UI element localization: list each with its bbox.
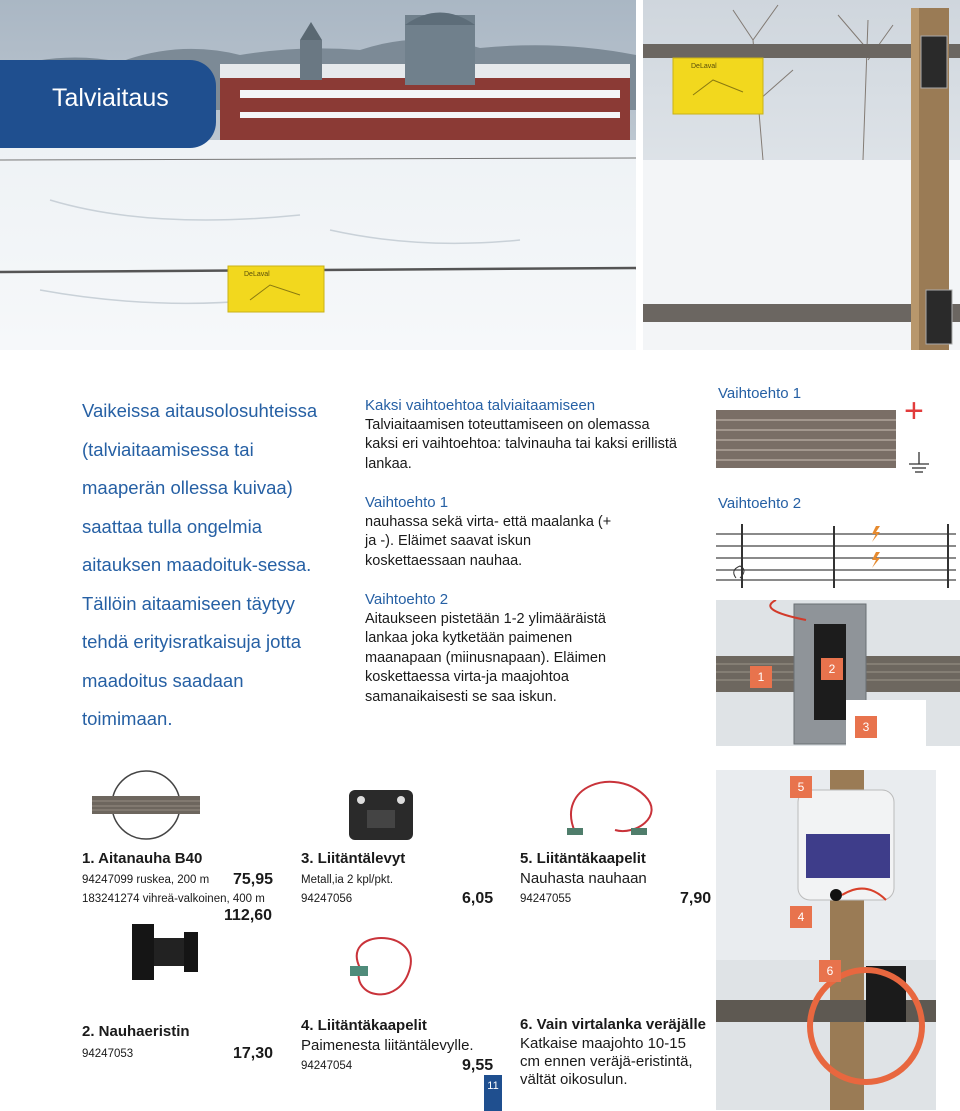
product-3-price-1: 6,05 bbox=[462, 890, 494, 907]
product-5-title: 5. Liitäntäkaapelit bbox=[520, 850, 646, 867]
badge-5: 5 bbox=[790, 776, 812, 798]
main-body: Talviaitaamisen toteuttamiseen on olemassa kaksi eri vaihtoehtoa: talvinauha tai kaksi erillistä lankaa. bbox=[365, 416, 677, 472]
badge-4: 4 bbox=[790, 906, 812, 928]
product-4-desc: Paimenesta liitäntälevylle. bbox=[301, 1037, 474, 1054]
product-5-price-1: 7,90 bbox=[680, 890, 712, 907]
page-number: 11 bbox=[484, 1075, 502, 1111]
page-title-tab bbox=[0, 60, 216, 148]
option1-heading: Vaihtoehto 1 bbox=[365, 494, 449, 511]
product-6-title: 6. Vain virtalanka veräjälle bbox=[520, 1016, 706, 1033]
product-1-line-1: 94247099 ruskea, 200 m bbox=[82, 874, 210, 886]
product-5-line-1: 94247055 bbox=[520, 893, 572, 905]
product-1-line-2: 183241274 vihreä-valkoinen, 400 m bbox=[82, 893, 265, 905]
product-3-title: 3. Liitäntälevyt bbox=[301, 850, 406, 867]
cable-image bbox=[555, 776, 671, 840]
badge-6: 6 bbox=[819, 960, 841, 982]
product-1-price-1: 75,95 bbox=[233, 871, 274, 888]
product-2-line-1: 94247053 bbox=[82, 1048, 134, 1060]
product-1-price-2: 112,60 bbox=[224, 907, 273, 924]
product-2-price-1: 17,30 bbox=[233, 1045, 274, 1062]
main-heading: Kaksi vaihtoehtoa talviaitaamiseen bbox=[365, 397, 596, 414]
photo-snow-field bbox=[0, 0, 636, 350]
main-text-column bbox=[365, 396, 685, 707]
badge-2: 2 bbox=[821, 658, 843, 680]
product-4-title: 4. Liitäntäkaapelit bbox=[301, 1017, 427, 1034]
badge-3: 3 bbox=[855, 716, 877, 738]
page-title: Talviaitaus bbox=[52, 84, 169, 112]
product-3-desc: Metall,ia 2 kpl/pkt. bbox=[301, 874, 394, 886]
plus-symbol: + bbox=[904, 400, 924, 430]
option2-body: Aitaukseen pistetään 1-2 ylimääräistä lankaa joka kytketään paimenen maanapaan (miinusnapaan). Eläimen koskettaessa virta-ja maajohtoa samanaikaisesti se saa iskun. bbox=[365, 610, 607, 705]
diagram-option1-label: Vaihtoehto 1 bbox=[718, 385, 802, 402]
intro-text: Vaikeissa aitausolosuhteissa (talviaitaamisessa tai maaperän ollessa kuivaa) saattaa tulla ongelmia aitauksen maadoituk-sessa. Tällöin aitaamiseen täytyy tehdä erityisratkaisuja jotta maadoitus saadaan toimimaan. bbox=[82, 400, 318, 729]
tape-insulator-image bbox=[128, 920, 208, 984]
product-4-line-1: 94247054 bbox=[301, 1060, 353, 1072]
badge-1: 1 bbox=[750, 666, 772, 688]
tape-roll-image bbox=[82, 770, 210, 840]
photo-energizer bbox=[716, 770, 936, 1110]
option1-body: nauhassa sekä virta- että maalanka (+ ja -). Eläimet saavat iskun koskettaessaan nauhaa. bbox=[365, 513, 612, 569]
product-5-desc: Nauhasta nauhaan bbox=[520, 870, 647, 887]
photo-fence-post bbox=[643, 0, 960, 350]
option2-heading: Vaihtoehto 2 bbox=[365, 591, 449, 608]
product-4-price-1: 9,55 bbox=[462, 1057, 494, 1074]
connection-cable-image bbox=[340, 928, 430, 1012]
sign-brand-text: DeLaval bbox=[244, 271, 270, 278]
product-3-line-1: 94247056 bbox=[301, 893, 353, 905]
sign-brand-text: DeLaval bbox=[691, 63, 717, 70]
tape-diagram bbox=[716, 400, 960, 480]
diagram-option2-label: Vaihtoehto 2 bbox=[718, 495, 802, 512]
connection-plate-image bbox=[345, 786, 417, 844]
product-1-title: 1. Aitanauha B40 bbox=[82, 850, 203, 867]
product-6-desc: Katkaise maajohto 10-15 cm ennen veräjä-eristintä, vältät oikosulun. bbox=[520, 1035, 693, 1088]
product-2-title: 2. Nauhaeristin bbox=[82, 1023, 190, 1040]
wire-diagram bbox=[716, 518, 960, 590]
ground-icon bbox=[909, 452, 929, 472]
